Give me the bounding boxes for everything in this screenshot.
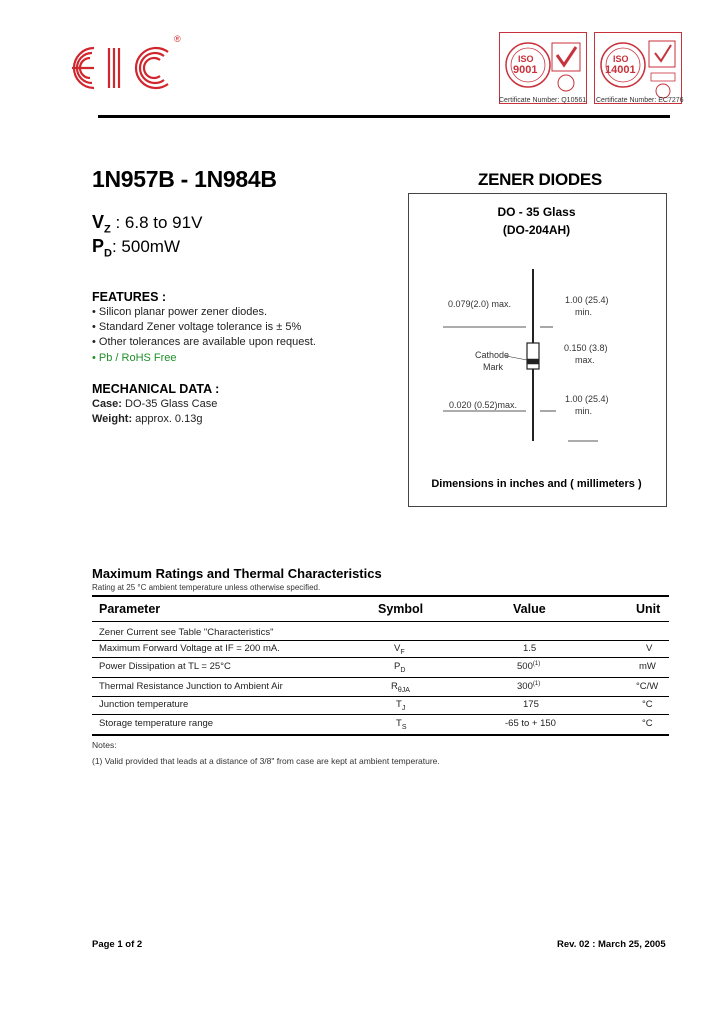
row-parameter: Maximum Forward Voltage at IF = 200 mA.	[99, 643, 280, 654]
row-parameter: Junction temperature	[99, 699, 189, 710]
note-1: (1) Valid provided that leads at a distance of 3/8" from case are kept at ambient temperature.	[92, 756, 440, 766]
header-parameter: Parameter	[99, 602, 161, 616]
registered-mark: ®	[174, 34, 181, 44]
ratings-subtitle: Rating at 25 °C ambient temperature unless otherwise specified.	[92, 583, 321, 592]
weight-value: approx. 0.13g	[132, 413, 203, 425]
row-rule	[92, 696, 669, 697]
zener-voltage-spec	[92, 212, 202, 235]
weight-label: Weight:	[92, 413, 133, 425]
row-value: 1.5	[523, 643, 537, 654]
header-unit: Unit	[636, 602, 661, 616]
case-label: Case:	[92, 398, 122, 410]
features-heading: FEATURES :	[92, 290, 167, 304]
page-number: Page 1 of 2	[92, 939, 143, 950]
mechanical-heading: MECHANICAL DATA :	[92, 382, 220, 396]
diode-outline-drawing	[408, 193, 665, 505]
power-dissipation-spec	[92, 236, 180, 259]
row-symbol: $R_{\theta JA}$	[391, 681, 410, 694]
dim-lead-length-top-min: min.	[575, 307, 593, 317]
dim-wire-diameter: 0.020 (0.52)max.	[449, 400, 518, 410]
mechanical-case	[92, 398, 217, 410]
row-parameter: Storage temperature range	[99, 718, 214, 729]
part-number-title: 1N957B - 1N984B	[92, 166, 277, 192]
dim-mark-label: Mark	[483, 362, 503, 372]
row-unit: °C	[642, 699, 653, 710]
pd-subscript: D	[104, 247, 112, 260]
row-unit: V	[646, 643, 653, 654]
row-parameter: Thermal Resistance Junction to Ambient Air	[99, 681, 283, 692]
row-parameter: Zener Current see Table "Characteristics"	[99, 627, 274, 638]
row-symbol: $V_F$	[394, 643, 405, 656]
feature-item-pb-free: • Pb / RoHS Free	[92, 352, 177, 364]
table-header-rule	[92, 621, 669, 622]
row-unit: °C	[642, 718, 653, 729]
pd-value: : 500mW	[111, 237, 180, 256]
table-bottom-rule	[92, 734, 669, 736]
iso-14001-certificate	[594, 32, 682, 104]
row-unit: °C/W	[636, 681, 659, 692]
header-divider	[98, 115, 670, 118]
case-value: DO-35 Glass Case	[121, 398, 218, 410]
row-rule	[92, 714, 669, 715]
row-value: -65 to + 150	[505, 718, 556, 729]
iso-label: ISO	[518, 54, 534, 64]
dim-lead-length-bottom-min: min.	[575, 406, 593, 416]
header-value: Value	[513, 602, 546, 616]
iso-number: 9001	[513, 64, 538, 76]
iso-9001-certificate	[499, 32, 587, 104]
row-unit: mW	[639, 661, 656, 672]
category-title: ZENER DIODES	[478, 170, 602, 189]
row-symbol: $T_J$	[396, 699, 406, 712]
dim-cathode-label: Cathode	[475, 350, 510, 360]
row-parameter: Power Dissipation at TL = 25°C	[99, 661, 231, 672]
dim-lead-length-bottom: 1.00 (25.4)	[565, 394, 609, 404]
certificate-number: Certificate Number: EC7276	[596, 97, 684, 104]
dim-lead-length-top: 1.00 (25.4)	[565, 295, 609, 305]
package-subtitle: (DO-204AH)	[502, 223, 571, 237]
certificate-number: Certificate Number: Q10561	[499, 97, 587, 104]
dimensions-caption: Dimensions in inches and ( millimeters )	[431, 478, 642, 490]
row-symbol: $P_D$	[394, 661, 406, 674]
row-value: 500$^{(1)}$	[517, 661, 541, 673]
row-value: 300$^{(1)}$	[517, 681, 541, 693]
mechanical-weight	[92, 413, 202, 425]
row-rule	[92, 640, 669, 641]
dim-lead-diameter: 0.079(2.0) max.	[448, 299, 512, 309]
vz-symbol: V	[92, 212, 105, 232]
vz-subscript: Z	[104, 223, 111, 236]
row-rule	[92, 677, 669, 678]
notes-label: Notes:	[92, 740, 117, 750]
dim-body-length-max: max.	[575, 355, 595, 365]
eic-logo	[60, 36, 190, 96]
feature-item: • Standard Zener voltage tolerance is ± 5%	[92, 321, 302, 333]
dim-body-length: 0.150 (3.8)	[564, 343, 608, 353]
pd-symbol: P	[92, 236, 105, 256]
revision-date: Rev. 02 : March 25, 2005	[557, 939, 666, 950]
ratings-title: Maximum Ratings and Thermal Characteristics	[92, 566, 382, 581]
vz-value: : 6.8 to 91V	[110, 213, 203, 232]
row-rule	[92, 657, 669, 658]
feature-item: • Silicon planar power zener diodes.	[92, 306, 268, 318]
header-symbol: Symbol	[378, 602, 424, 616]
row-symbol: $T_S$	[396, 718, 407, 731]
table-top-rule	[92, 595, 669, 597]
iso-label: ISO	[613, 54, 629, 64]
row-value: 175	[523, 699, 539, 710]
package-title: DO - 35 Glass	[497, 205, 576, 219]
feature-item: • Other tolerances are available upon request.	[92, 336, 316, 348]
iso-number: 14001	[605, 64, 636, 76]
